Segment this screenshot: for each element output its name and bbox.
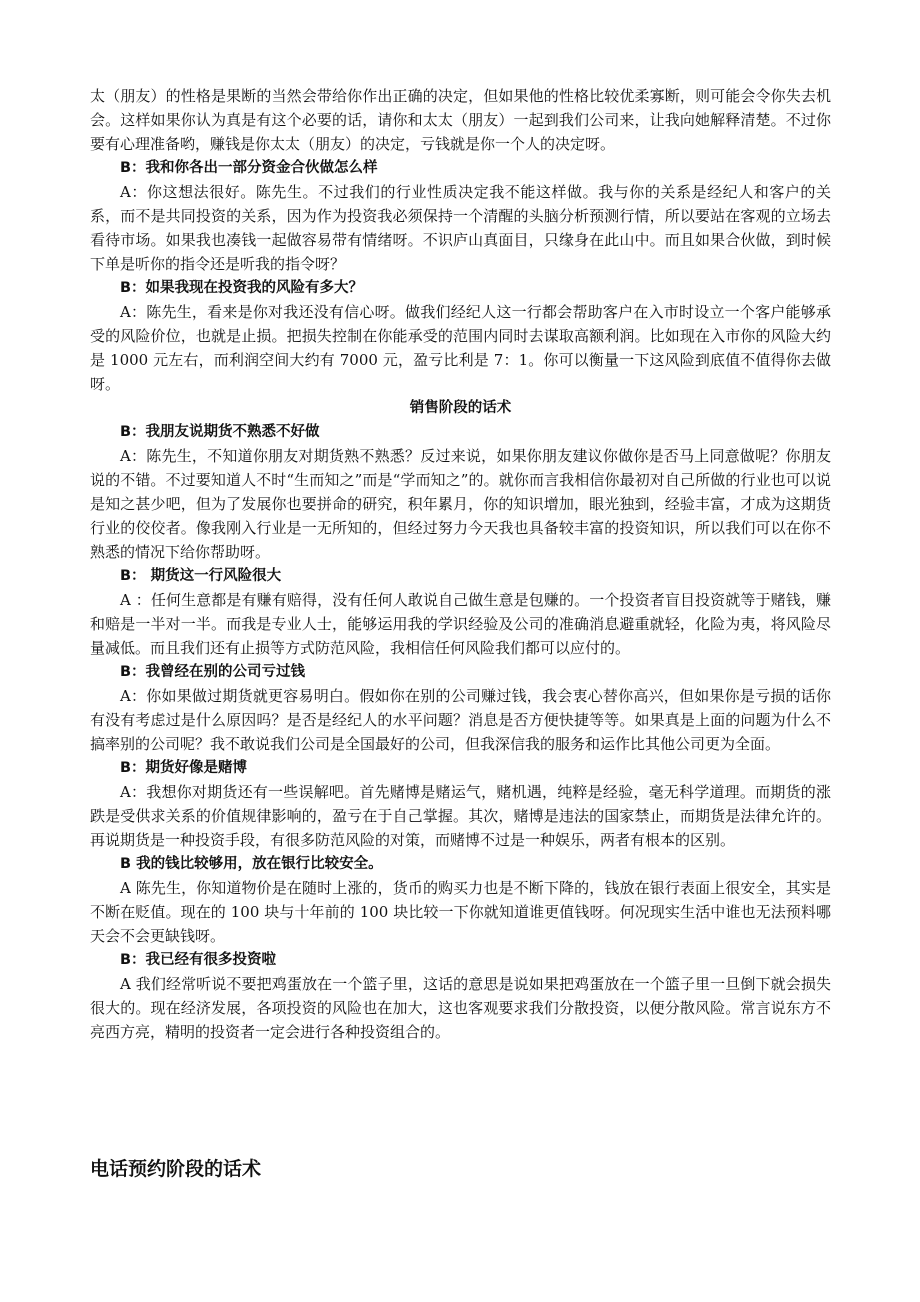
qa-block xyxy=(90,420,831,564)
qa-block xyxy=(90,276,831,396)
section-heading: 销售阶段的话术 xyxy=(409,400,512,416)
answer-paragraph: A 我们经常听说不要把鸡蛋放在一个篮子里，这话的意思是说如果把鸡蛋放在一个篮子里一旦倒下就会损失很大的。现在经济发展，各项投资的风险也在加大，这也客观要求我们分散投资，以便分散风险。常言说东方不亮西方亮，精明的投资者一定会进行各种投资组合的。 xyxy=(90,975,831,1041)
qa-block xyxy=(90,564,831,660)
question-line: B：期货好像是赌博 xyxy=(120,760,248,776)
answer-paragraph: A：你如果做过期货就更容易明白。假如你在别的公司赚过钱，我会衷心替你高兴，但如果你是亏损的话你有没有考虑过是什么原因吗？是否是经纪人的水平问题？消息是否方便快捷等等。如果真是上面的问题为什么不搞率别的公司呢？我不敢说我们公司是全国最好的公司，但我深信我的服务和运作比其他公司更为全面。 xyxy=(90,687,831,753)
qa-block xyxy=(90,660,831,756)
qa-block xyxy=(90,948,831,1044)
answer-paragraph: A 陈先生，你知道物价是在随时上涨的，货币的购买力也是不断下降的，钱放在银行表面上很安全，其实是不断在贬值。现在的 100 块与十年前的 100 块比较一下你就知道谁更值钱呀。何况现实生活中谁也无法预料哪天会不会更缺钱呀。 xyxy=(90,879,831,945)
qa-block xyxy=(90,156,831,276)
document-body xyxy=(90,84,831,1044)
answer-paragraph: A：我想你对期货还有一些误解吧。首先赌博是赌运气，赌机遇，纯粹是经验，毫无科学道理。而期货的涨跌是受供求关系的价值规律影响的，盈亏在于自己掌握。其次，赌博是违法的国家禁止，而期货是法律允许的。再说期货是一种投资手段，有很多防范风险的对策，而赌博不过是一种娱乐，两者有根本的区别。 xyxy=(90,783,831,849)
answer-paragraph: A：陈先生，不知道你朋友对期货熟不熟悉？反过来说，如果你朋友建议你做你是否马上同意做呢？你朋友说的不错。不过要知道人不时“生而知之”而是“学而知之”的。就你而言我相信你最初对自己所做的行业也可以说是知之甚少吧，但为了发展你也要拼命的研究，积年累月，你的知识增加，眼光独到，经验丰富，才成为这期货行业的佼佼者。像我刚入行业是一无所知的，但经过努力今天我也具备较丰富的投资知识，所以我们可以在你不熟悉的情况下给你帮助呀。 xyxy=(90,447,831,561)
answer-paragraph: A ：任何生意都是有赚有赔得，没有任何人敢说自己做生意是包赚的。一个投资者盲目投资就等于赌钱，赚和赔是一半对一半。而我是专业人士，能够运用我的学识经验及公司的准确消息避重就轻，化险为夷，将风险尽量减低。而且我们还有止损等方式防范风险，我相信任何风险我们都可以应付的。 xyxy=(90,591,831,657)
qa-block xyxy=(90,852,831,948)
question-line: B：我已经有很多投资啦 xyxy=(120,952,277,968)
question-line: B：我朋友说期货不熟悉不好做 xyxy=(120,424,320,440)
question-line: B：我和你各出一部分资金合伙做怎么样 xyxy=(120,160,378,176)
question-line: B：如果我现在投资我的风险有多大？ xyxy=(120,280,364,296)
qa-block xyxy=(90,756,831,852)
answer-paragraph: A：你这想法很好。陈先生。不过我们的行业性质决定我不能这样做。我与你的关系是经纪人和客户的关系，而不是共同投资的关系，因为作为投资我必须保持一个清醒的头脑分析预测行情，所以要站在客观的立场去看待市场。如果我也凑钱一起做容易带有情绪呀。不识庐山真面目，只缘身在此山中。而且如果合伙做，到时候下单是听你的指令还是听我的指令呀？ xyxy=(90,183,831,273)
bottom-section-heading: 电话预约阶段的话术 xyxy=(90,1158,262,1180)
answer-paragraph: A：陈先生，看来是你对我还没有信心呀。做我们经纪人这一行都会帮助客户在入市时设立一个客户能够承受的风险价位，也就是止损。把损失控制在你能承受的范围内同时去谋取高额利润。比如现在入市你的风险大约是 1000 元左右，而利润空间大约有 7000 元，盈亏比利是 7：1。你可以衡量一下这风险到底值不值得你去做呀。 xyxy=(90,303,831,393)
question-line: B：我曾经在别的公司亏过钱 xyxy=(120,664,306,680)
question-line: B 我的钱比较够用，放在银行比较安全。 xyxy=(120,856,383,872)
intro-paragraph: 太（朋友）的性格是果断的当然会带给你作出正确的决定，但如果他的性格比较优柔寡断，则可能会令你失去机会。这样如果你认为真是有这个必要的话，请你和太太（朋友）一起到我们公司来，让我向她解释清楚。不过你要有心理准备哟，赚钱是你太太（朋友）的决定，亏钱就是你一个人的决定呀。 xyxy=(90,87,831,153)
question-line: B： 期货这一行风险很大 xyxy=(120,568,282,584)
